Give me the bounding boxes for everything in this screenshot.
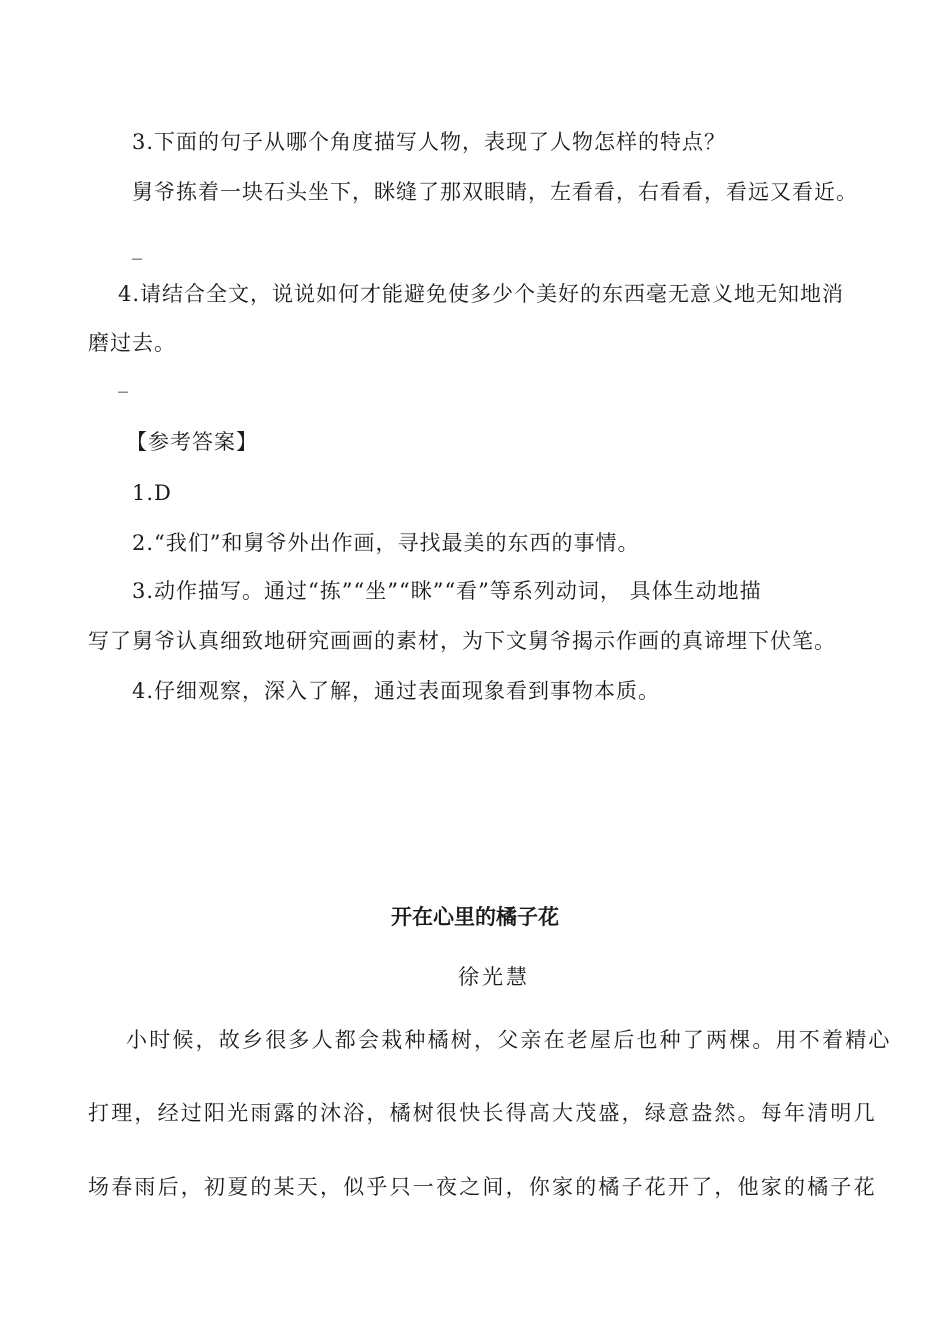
question-4-text-line-1: 4.请结合全文，说说如何才能避免使多少个美好的东西毫无意义地无知地消 [118,282,845,306]
answers-heading: 【参考答案】 [126,430,258,454]
essay-paragraph-line-2: 打理，经过阳光雨露的沐浴，橘树很快长得高大茂盛，绿意盎然。每年清明几 [88,1101,877,1125]
question-4-answer-blank: _ [118,369,128,393]
answer-2: 2.“我们”和舅爷外出作画，寻找最美的东西的事情。 [132,531,640,555]
question-3-text: 3.下面的句子从哪个角度描写人物，表现了人物怎样的特点？ [132,130,727,154]
answer-1: 1.D [132,481,172,505]
answer-3-line-1: 3.动作描写。通过“拣”“坐”“眯”“看”等系列动词， 具体生动地描 [132,579,762,603]
essay-author: 徐光慧 [458,965,530,989]
essay-paragraph-line-3: 场春雨后，初夏的某天，似乎只一夜之间，你家的橘子花开了，他家的橘子花 [88,1175,877,1199]
answer-3-line-2: 写了舅爷认真细致地研究画画的素材，为下文舅爷揭示作画的真谛埋下伏笔。 [88,629,836,653]
answer-4: 4.仔细观察，深入了解，通过表面现象看到事物本质。 [132,679,661,703]
question-3-answer-blank: _ [132,236,142,260]
question-3-quote: 舅爷拣着一块石头坐下，眯缝了那双眼睛，左看看，右看看，看远又看近。 [132,180,858,204]
question-4-text-line-2: 磨过去。 [88,331,176,355]
essay-title: 开在心里的橘子花 [391,905,559,929]
essay-paragraph-line-1: 小时候，故乡很多人都会栽种橘树，父亲在老屋后也种了两棵。用不着精心 [126,1028,892,1052]
